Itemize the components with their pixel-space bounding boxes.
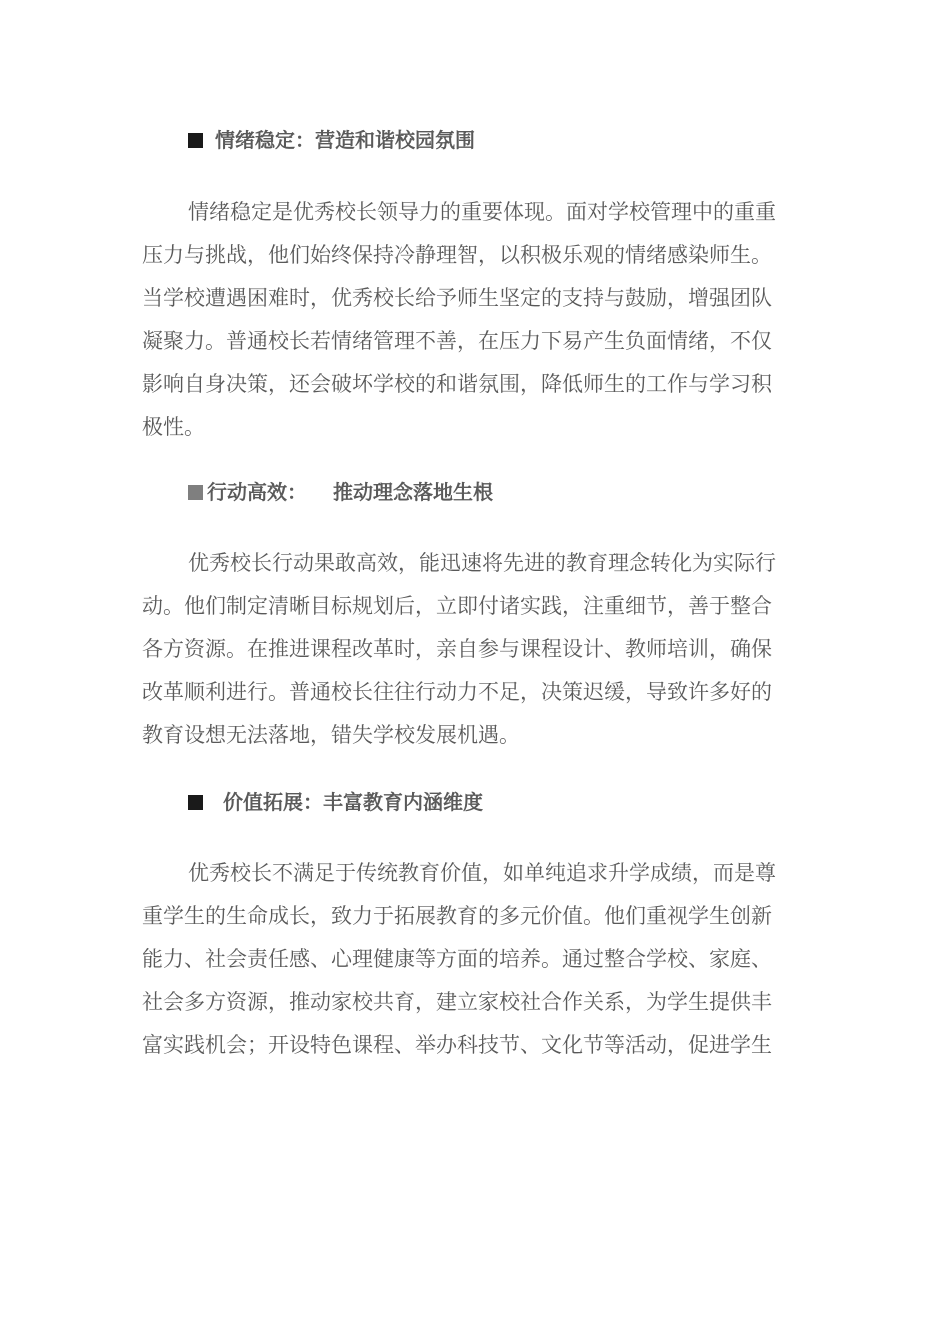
section-paragraph-efficient-action <box>142 542 818 757</box>
section-heading-efficient-action <box>188 478 493 506</box>
section-paragraph-emotional-stability <box>142 191 818 449</box>
square-bullet-icon <box>188 795 203 810</box>
paragraph-line: 优秀校长不满足于传统教育价值，如单纯追求升学成绩，而是尊 <box>188 861 776 885</box>
section-heading-emotional-stability <box>188 126 475 154</box>
paragraph-line: 影响自身决策，还会破坏学校的和谐氛围，降低师生的工作与学习积 <box>142 372 772 396</box>
paragraph-line: 极性。 <box>142 415 205 439</box>
paragraph-line: 动。他们制定清晰目标规划后，立即付诸实践，注重细节，善于整合 <box>142 594 772 618</box>
square-bullet-icon <box>188 133 203 148</box>
section-heading-text: 价值拓展：丰富教育内涵维度 <box>223 790 483 814</box>
paragraph-line: 情绪稳定是优秀校长领导力的重要体现。面对学校管理中的重重 <box>188 200 776 224</box>
section-paragraph-value-expansion <box>142 852 818 1067</box>
paragraph-line: 各方资源。在推进课程改革时，亲自参与课程设计、教师培训，确保 <box>142 637 772 661</box>
paragraph-line: 压力与挑战，他们始终保持冷静理智，以积极乐观的情绪感染师生。 <box>142 243 772 267</box>
section-heading-value-expansion <box>188 788 483 816</box>
paragraph-line: 凝聚力。普通校长若情绪管理不善，在压力下易产生负面情绪，不仅 <box>142 329 772 353</box>
section-heading-text: 情绪稳定：营造和谐校园氛围 <box>215 128 475 152</box>
paragraph-line: 能力、社会责任感、心理健康等方面的培养。通过整合学校、家庭、 <box>142 947 772 971</box>
paragraph-line: 重学生的生命成长，致力于拓展教育的多元价值。他们重视学生创新 <box>142 904 772 928</box>
paragraph-line: 教育设想无法落地，错失学校发展机遇。 <box>142 723 520 747</box>
paragraph-line: 优秀校长行动果敢高效，能迅速将先进的教育理念转化为实际行 <box>188 551 776 575</box>
paragraph-line: 社会多方资源，推动家校共育，建立家校社合作关系，为学生提供丰 <box>142 990 772 1014</box>
section-heading-text-a: 行动高效： <box>207 480 307 504</box>
paragraph-line: 当学校遭遇困难时，优秀校长给予师生坚定的支持与鼓励，增强团队 <box>142 286 772 310</box>
square-bullet-icon <box>188 485 203 500</box>
paragraph-line: 富实践机会；开设特色课程、举办科技节、文化节等活动，促进学生 <box>142 1033 772 1057</box>
section-heading-text-b: 推动理念落地生根 <box>333 480 493 504</box>
paragraph-line: 改革顺利进行。普通校长往往行动力不足，决策迟缓，导致许多好的 <box>142 680 772 704</box>
